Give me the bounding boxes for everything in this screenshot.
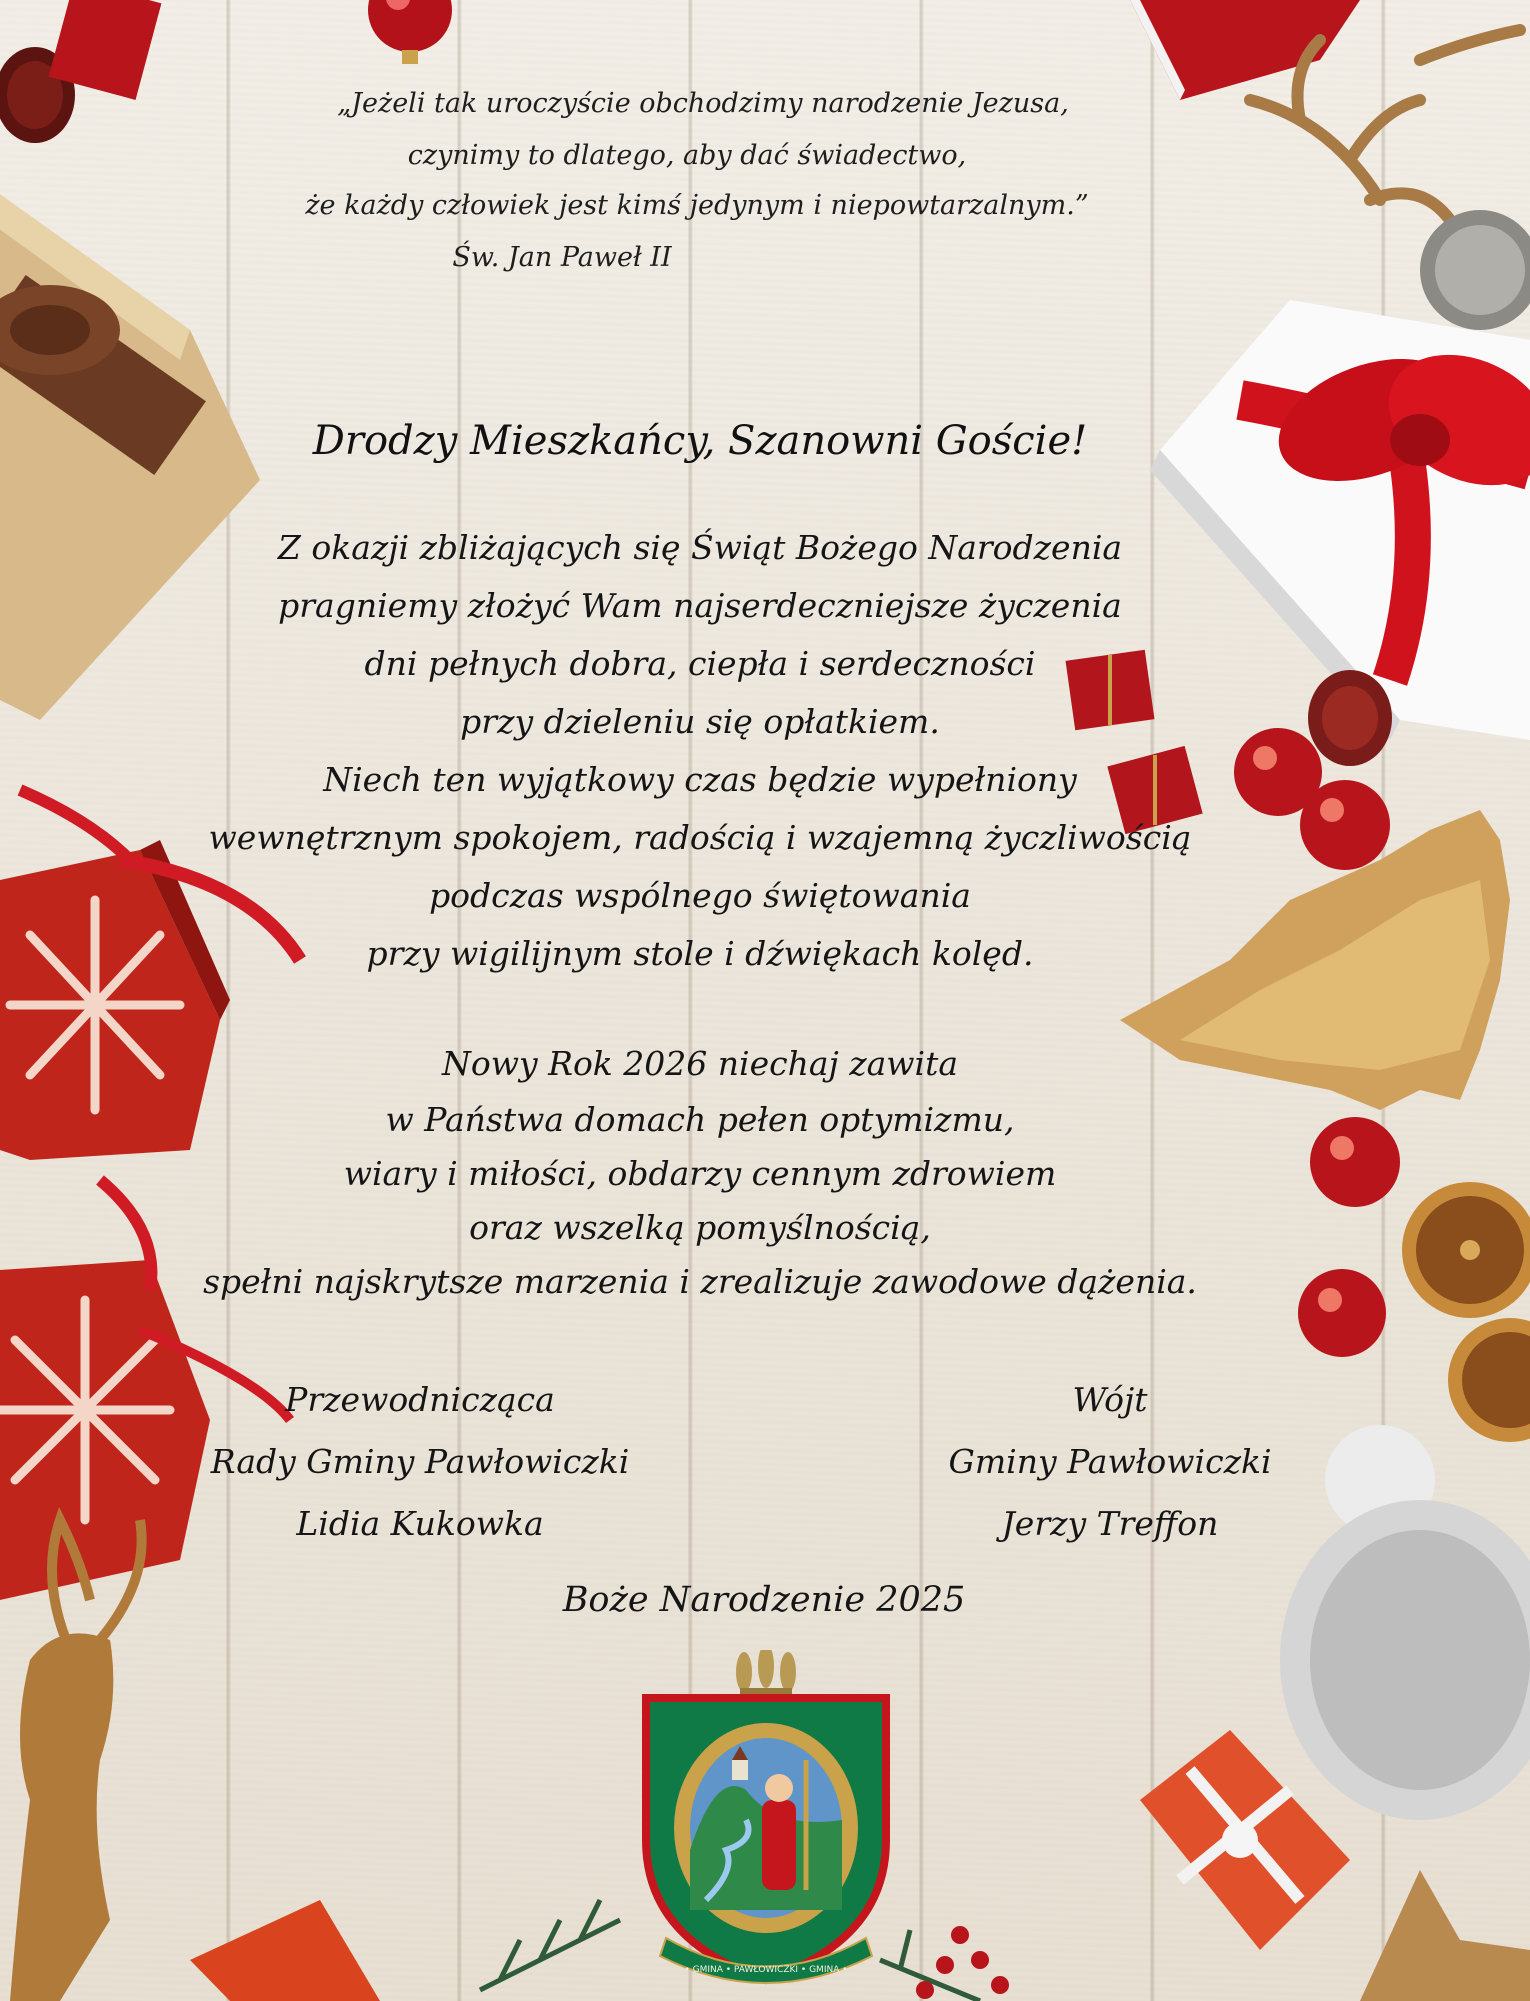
new-year-line: w Państwa domach pełen optymizmu, [385, 1100, 1015, 1139]
silver-bauble-icon [1420, 210, 1530, 330]
quote-line: „Jeżeli tak uroczyście obchodzimy narodzenie Jezusa, [337, 88, 1069, 119]
date-line: Boże Narodzenie 2025 [562, 1580, 966, 1620]
wish-line: przy dzieleniu się opłatkiem. [460, 702, 940, 741]
dried-orange-slice-icon [1448, 1318, 1530, 1442]
quote-line: że każdy człowiek jest kimś jedynym i niepowtarzalnym.” [305, 190, 1089, 221]
red-bauble-icon [368, 0, 452, 64]
signature-left-name: Lidia Kukowka [296, 1504, 544, 1543]
wish-line: Z okazji zbliżających się Świąt Bożego Narodzenia [277, 528, 1123, 567]
quote-line: czynimy to dlatego, aby dać świadectwo, [407, 140, 967, 171]
wish-line: dni pełnych dobra, ciepła i serdeczności [364, 644, 1036, 683]
crest-ribbon-text: • GMINA • PAWŁOWICZKI • GMINA • [684, 1965, 848, 1975]
gold-star-icon [1360, 1870, 1530, 2001]
orange-gift-icon [190, 1900, 380, 2001]
municipal-coat-of-arms-icon [636, 1650, 896, 1990]
signature-right-name: Jerzy Treffon [1001, 1504, 1219, 1543]
new-year-line: oraz wszelką pomyślnością, [469, 1208, 931, 1247]
signature-right-title: Wójt [1072, 1380, 1148, 1419]
signature-left-office: Rady Gminy Pawłowiczki [210, 1442, 630, 1481]
wish-line: podczas wspólnego świętowania [429, 876, 971, 915]
wish-line: pragniemy złożyć Wam najserdeczniejsze życzenia [278, 586, 1122, 625]
wish-line: Niech ten wyjątkowy czas będzie wypełniony [323, 760, 1077, 799]
new-year-line: Nowy Rok 2026 niechaj zawita [441, 1044, 959, 1083]
red-gift-box-icon [1130, 0, 1360, 100]
new-year-line: spełni najskrytsze marzenia i zrealizuje zawodowe dążenia. [203, 1262, 1197, 1301]
quote-author: Św. Jan Paweł II [452, 242, 672, 273]
new-year-line: wiary i miłości, obdarzy cennym zdrowiem [343, 1154, 1057, 1193]
signature-left-title: Przewodnicząca [285, 1380, 555, 1419]
wish-line: przy wigilijnym stole i dźwiękach kolęd. [366, 934, 1034, 973]
signature-right-office: Gminy Pawłowiczki [948, 1442, 1272, 1481]
silver-tinsel-icon [1280, 1425, 1530, 1820]
wish-line: wewnętrznym spokojem, radością i wzajemną życzliwością [208, 818, 1192, 857]
greeting-heading: Drodzy Mieszkańcy, Szanowni Goście! [312, 418, 1088, 464]
red-berries-icon [916, 1926, 1009, 1999]
